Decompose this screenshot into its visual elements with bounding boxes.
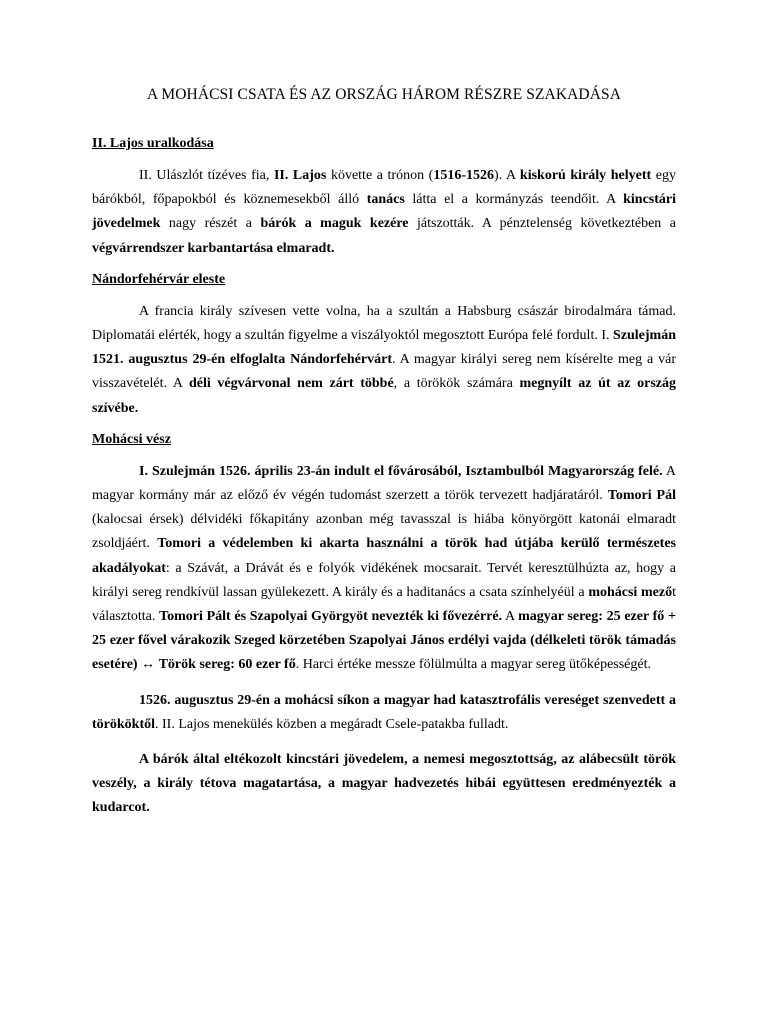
bold-text-run: déli végvárvonal nem zárt többé	[188, 376, 394, 392]
bold-text-run: Szulejmán 1521. augusztus 29-én elfoglalta Nándorfehérvárt	[92, 328, 676, 368]
text-run: ↔	[137, 657, 159, 673]
bold-text-run: Tomori Pál	[607, 488, 677, 504]
section-heading: II. Lajos uralkodása	[92, 136, 214, 151]
section-heading: Nándorfehérvár eleste	[92, 271, 226, 287]
paragraph	[92, 164, 676, 261]
bold-text-run: magyar sereg: 25 ezer fő + 25 ezer fővel várakozik Szeged körzetében Szapolyai János erdélyi vajda (délkeleti török támadás esetére)	[92, 609, 676, 673]
text-run: . Harci értéke messze fölülmúlta a magyar sereg ütőképességét.	[295, 657, 652, 673]
bold-text-run: 1526. augusztus 29-én a mohácsi síkon a magyar had katasztrofális vereséget szenvedett a törököktől	[92, 692, 676, 732]
bold-text-run: I. Szulejmán 1526. április 23-án indult el fővárosából, Isztambulból Magyarország felé.	[139, 463, 663, 479]
text-run: , a törökök számára	[393, 376, 520, 392]
text-run: : a Szávát, a Drávát és e folyók vidékének mocsarait. Tervét keresztülhúzta az, hogy a királyi sereg rendkívül lassan gyülekezett. A király és a haditanács a csata színhelyéül a	[92, 560, 676, 600]
bold-text-run: Török sereg: 60 ezer fő	[158, 657, 296, 673]
text-run: . II. Lajos menekülés közben a megáradt Csele-patakba fulladt.	[155, 716, 509, 732]
document-title: A MOHÁCSI CSATA ÉS AZ ORSZÁG HÁROM RÉSZRE SZAKADÁSA	[146, 86, 622, 103]
paragraph	[92, 300, 676, 421]
section-heading: Mohácsi vész	[92, 431, 171, 447]
section-nandorfehervar	[92, 271, 676, 421]
text-run: (kalocsai érsek) délvidéki főkapitány azonban még tavasszal is hiába könyörgött katonái elmaradt zsoldjáért.	[92, 512, 676, 552]
bold-text-run: Tomori Pált és Szapolyai Györgyöt nevezték ki fővezérré.	[159, 609, 503, 625]
bold-text-run: kiskorú király helyett	[519, 168, 652, 183]
paragraph	[92, 689, 676, 737]
text-run: II. Ulászlót tízéves fia,	[139, 168, 274, 183]
text-run: . A magyar királyi sereg nem kísérelte meg a vár visszavételét. A	[92, 352, 676, 392]
text-run: A francia király szívesen vette volna, ha a szultán a Habsburg császár birodalmára támad. Diplomatái elérték, hogy a szultán figyelme a viszályoktól megosztott Európa felé fordult. I.	[92, 303, 676, 344]
bold-text-run: II. Lajos	[273, 168, 327, 183]
bold-text-run: A bárók által eltékozolt kincstári jövedelem, a nemesi megosztottság, az alábecsült török veszély, a király tétova magatartása, a magyar hadvezetés hibái együttesen eredményezték a kudarcot.	[92, 752, 676, 816]
text-run: egy bárókból, főpapokból és köznemesekből álló	[92, 168, 676, 208]
bold-text-run: tanács	[366, 192, 405, 208]
text-run: A magyar kormány már az előző év végén tudomást szerzett a török tervezett hadjáratáról.	[92, 463, 676, 504]
conclusion-paragraph	[92, 748, 676, 821]
bold-text-run: mohácsi mező	[588, 584, 673, 600]
bold-text-run: bárók a maguk kezére	[260, 216, 409, 232]
text-run: követte a trónon (	[326, 168, 434, 183]
text-run: nagy részét a	[160, 216, 261, 232]
bold-text-run: kincstári jövedelmek	[92, 192, 676, 232]
text-run: látta el a kormányzás teendőit. A	[404, 192, 624, 208]
bold-text-run: Tomori a védelemben ki akarta használni a török had útjába kerülő természetes akadályokat	[92, 536, 676, 576]
section-ii-lajos	[92, 135, 676, 261]
text-run: t választotta.	[92, 584, 677, 625]
paragraph	[92, 460, 676, 678]
bold-text-run: 1516-1526	[433, 168, 495, 183]
bold-text-run: végvárrendszer karbantartása elmaradt.	[92, 240, 335, 256]
text-run: ). A	[494, 168, 520, 183]
text-run: A	[502, 609, 519, 625]
section-mohacsi-vesz	[92, 431, 676, 821]
bold-text-run: megnyílt az út az ország szívébe.	[92, 376, 677, 416]
text-run: játszották. A pénztelenség következtében a	[408, 216, 676, 232]
